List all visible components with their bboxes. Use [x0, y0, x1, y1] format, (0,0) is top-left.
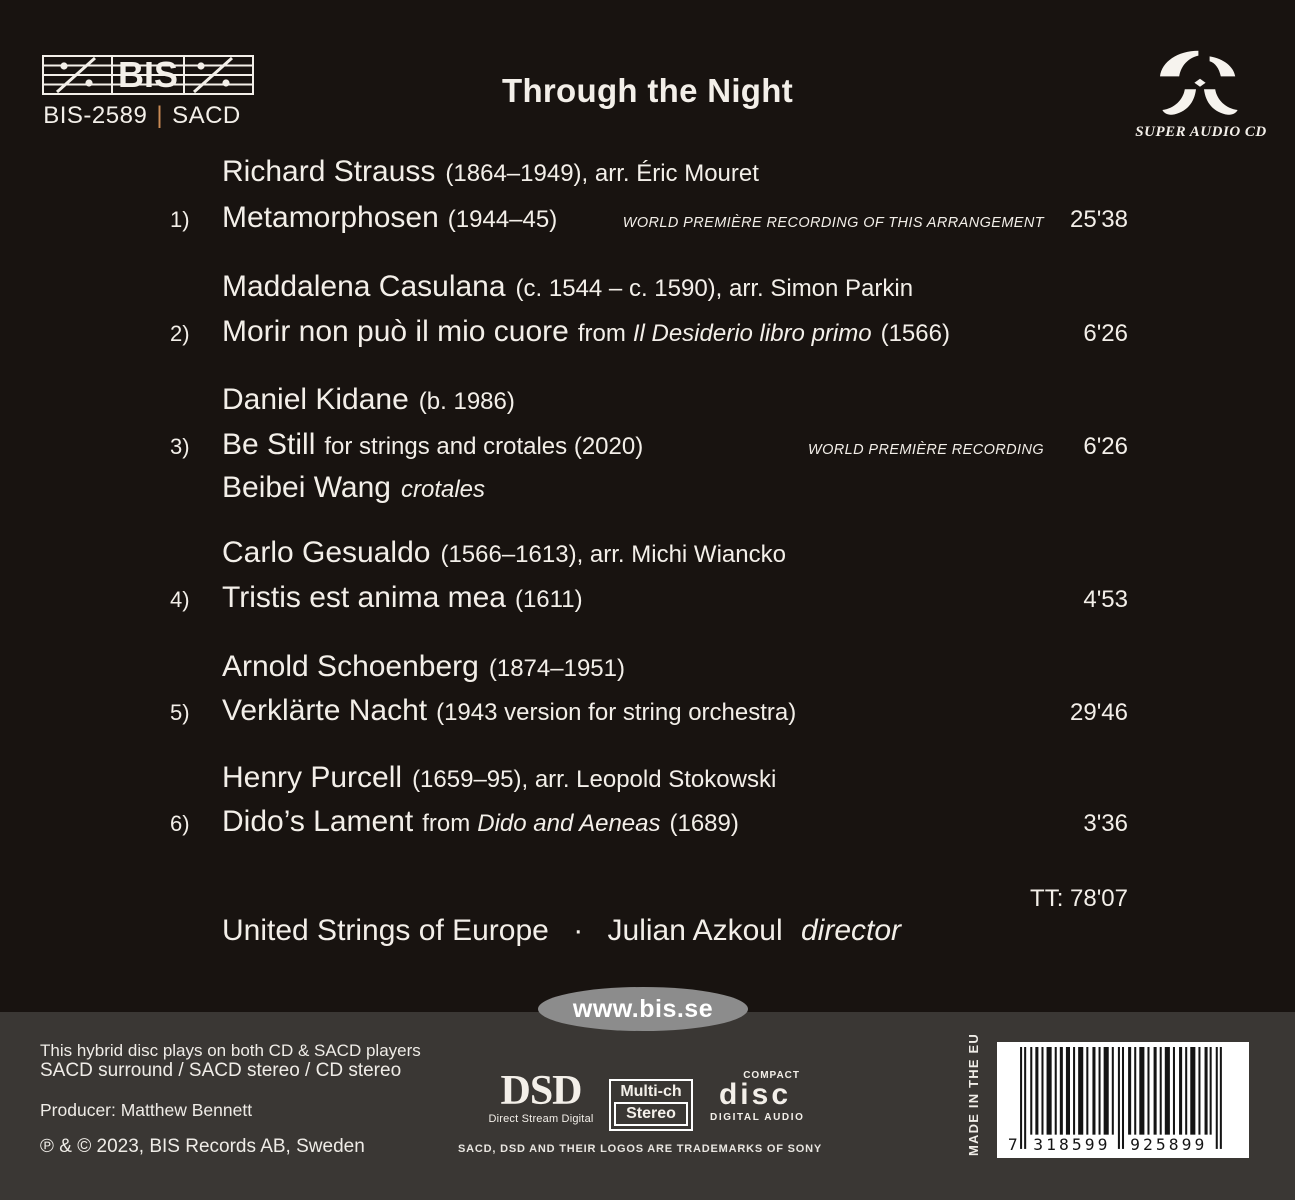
- total-time: TT: 78'07: [1030, 885, 1128, 912]
- track-duration: 4'53: [1083, 586, 1128, 613]
- track-title: Morir non può il mio cuore: [222, 315, 569, 348]
- composer-note: (1874–1951): [488, 655, 625, 682]
- track-title-note: (1944–45): [447, 206, 558, 233]
- composer-name: Richard Strauss: [222, 155, 436, 188]
- barcode-group1: 318599: [1033, 1134, 1111, 1153]
- trademark-notice: SACD, DSD AND THEIR LOGOS ARE TRADEMARKS OF SONY: [458, 1143, 822, 1155]
- track-row: [170, 694, 1128, 729]
- track-title-note: (1943 version for string orchestra): [436, 699, 797, 726]
- track-number: 5): [170, 700, 190, 725]
- hybrid-disc-line1: This hybrid disc plays on both CD & SACD players: [40, 1041, 421, 1060]
- compact-disc-logo: [710, 1070, 805, 1123]
- track-row: [170, 581, 1128, 616]
- catalog-divider: |: [156, 102, 164, 129]
- barcode-digit-lead: 7: [1007, 1134, 1021, 1153]
- disc-label: disc: [718, 1078, 792, 1111]
- super-audio-cd-label: SUPER AUDIO CD: [1135, 124, 1267, 140]
- composer-name: Henry Purcell: [222, 761, 403, 794]
- album-title: Through the Night: [501, 72, 794, 109]
- track-title: Dido’s Lament: [222, 805, 414, 838]
- composer-note: (1566–1613), arr. Michi Wiancko: [440, 541, 786, 568]
- track-title: Be Still: [222, 428, 316, 461]
- track-number: 6): [170, 811, 190, 836]
- composer-name: Maddalena Casulana: [222, 270, 506, 303]
- from-word: from: [577, 320, 626, 347]
- track-title-note: (1689): [669, 810, 739, 837]
- track-number: 2): [170, 321, 190, 346]
- composer-note: (c. 1544 – c. 1590), arr. Simon Parkin: [515, 275, 914, 302]
- premiere-note: WORLD PREMIÈRE RECORDING OF THIS ARRANGEMENT: [622, 215, 1044, 231]
- barcode-group2: 925899: [1130, 1134, 1208, 1153]
- dsd-logo-text: DSD: [500, 1068, 582, 1114]
- track-row: [170, 428, 1128, 463]
- multich-stereo-logo: [609, 1079, 693, 1131]
- track-row: [170, 805, 1128, 840]
- performer-role: crotales: [400, 476, 486, 503]
- barcode: [997, 1042, 1249, 1158]
- composer-line: [170, 270, 1128, 305]
- performer-line: [170, 471, 1128, 506]
- bis-logo-text: BIS: [117, 54, 179, 95]
- composer-note: (b. 1986): [418, 388, 515, 415]
- track-number: 4): [170, 587, 190, 612]
- track-title-note: (1566): [880, 320, 950, 347]
- made-in-label: MADE IN THE EU: [966, 1033, 981, 1156]
- hybrid-disc-line2: SACD surround / SACD stereo / CD stereo: [40, 1060, 402, 1081]
- multich-label: Multi-ch: [620, 1083, 682, 1100]
- composer-line: [170, 155, 1128, 190]
- track-row: [170, 201, 1128, 236]
- track-title-note: (1611): [514, 586, 583, 613]
- stereo-label: Stereo: [614, 1102, 688, 1126]
- track-title: Metamorphosen: [222, 201, 439, 234]
- composer-name: Daniel Kidane: [222, 383, 409, 416]
- dsd-logo: [487, 1068, 595, 1125]
- director-name: Julian Azkoul: [607, 914, 783, 947]
- composer-line: [170, 650, 1128, 685]
- composer-note: (1659–95), arr. Leopold Stokowski: [412, 766, 777, 793]
- composer-name: Arnold Schoenberg: [222, 650, 479, 683]
- composer-line: [170, 761, 1128, 796]
- track-row: [170, 315, 1128, 350]
- premiere-note: WORLD PREMIÈRE RECORDING: [808, 442, 1044, 458]
- super-audio-cd-icon: [1152, 46, 1248, 127]
- copyright-line: ℗ & © 2023, BIS Records AB, Sweden: [40, 1136, 365, 1157]
- artists-line: [222, 914, 901, 948]
- ensemble-name: United Strings of Europe: [222, 914, 549, 947]
- digital-audio-label: DIGITAL AUDIO: [710, 1111, 805, 1123]
- website-badge: www.bis.se: [538, 987, 748, 1031]
- source-work: Il Desiderio libro primo: [632, 320, 872, 347]
- track-number: 3): [170, 434, 190, 459]
- track-number: 1): [170, 207, 190, 232]
- track-duration: 6'26: [1083, 320, 1128, 347]
- performer-name: Beibei Wang: [222, 471, 391, 504]
- track-title-note: for strings and crotales (2020): [324, 433, 644, 460]
- source-work: Dido and Aeneas: [477, 810, 661, 837]
- track-duration: 3'36: [1083, 810, 1128, 837]
- compact-label: COMPACT: [743, 1070, 800, 1081]
- composer-line: [170, 536, 1128, 571]
- track-duration: 25'38: [1070, 206, 1128, 233]
- track-duration: 29'46: [1070, 699, 1128, 726]
- producer-credit: Producer: Matthew Bennett: [40, 1100, 253, 1120]
- artists-separator: ·: [573, 914, 584, 947]
- track-title: Verklärte Nacht: [222, 694, 428, 727]
- composer-name: Carlo Gesualdo: [222, 536, 431, 569]
- director-role: director: [801, 914, 902, 947]
- catalog-number: BIS-2589: [43, 102, 148, 129]
- track-duration: 6'26: [1083, 433, 1128, 460]
- from-word: from: [422, 810, 471, 837]
- composer-note: (1864–1949), arr. Éric Mouret: [445, 160, 759, 187]
- composer-line: [170, 383, 1128, 418]
- format-label: SACD: [172, 102, 241, 129]
- dsd-logo-subtitle: Direct Stream Digital: [488, 1112, 594, 1125]
- track-title: Tristis est anima mea: [222, 581, 506, 614]
